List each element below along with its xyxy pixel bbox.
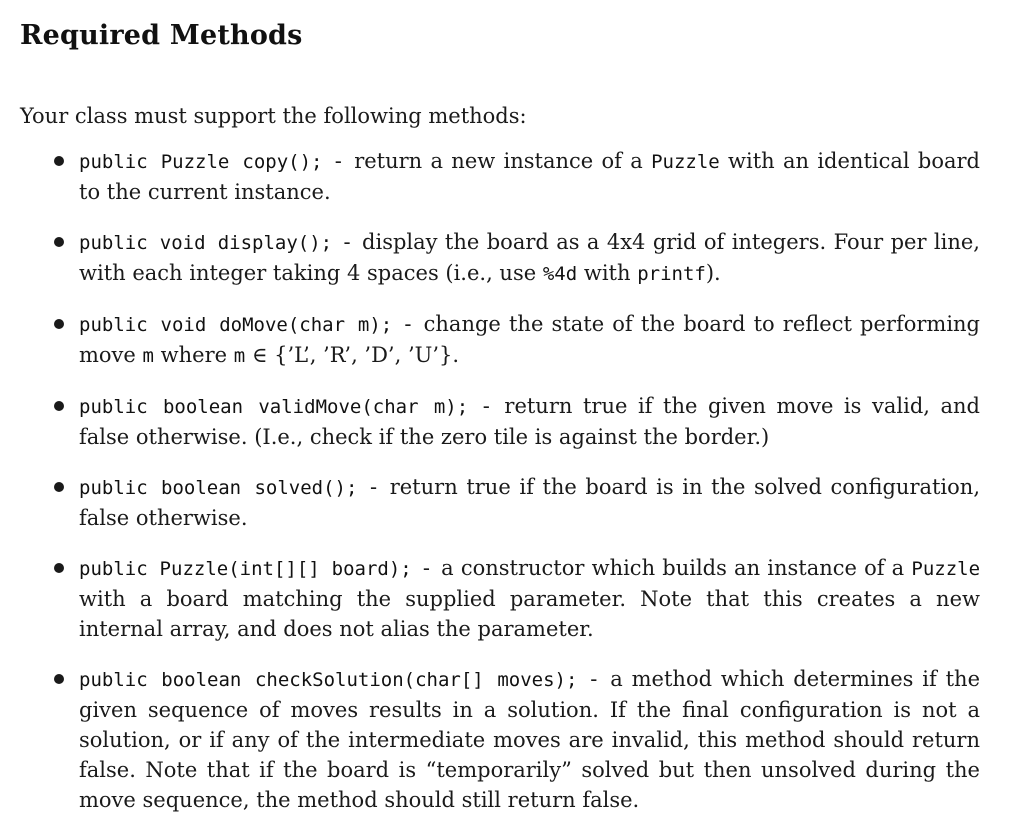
method-description-text: change the state of the board to reflect performing move (79, 312, 980, 367)
method-list-item (20, 391, 980, 452)
method-description-text: display the board as a 4x4 grid of integers. Four per line, with each integer taking 4 spaces (i.e., use (79, 230, 980, 285)
method-description-text: ∈ {’L’, ’R’, ’D’, ’U’}. (245, 343, 460, 367)
method-list-item (20, 227, 980, 289)
method-description-text: return true if the given move is valid, and false otherwise. (I.e., check if the zero tile is against the border.) (79, 394, 980, 449)
intro-paragraph: Your class must support the following methods: (20, 104, 527, 128)
bullet-icon (54, 482, 64, 492)
method-description-text: with a board matching the supplied parameter. Note that this creates a new internal array, and does not alias the parameter. (79, 587, 980, 641)
bullet-icon (54, 319, 64, 329)
method-list-item (20, 664, 980, 815)
section-heading: Required Methods (20, 20, 303, 51)
method-description-text: a method which determines if the given sequence of moves results in a solution. If the final configuration is not a solution, or if any of the intermediate moves are invalid, this method should return false. Note that if the board is “temporarily” solved but then unsolved during the move sequence, the method should still return false. (79, 667, 980, 812)
separator-dash: - (396, 312, 420, 336)
separator-dash: - (472, 394, 501, 418)
separator-dash: - (581, 667, 607, 691)
bullet-icon (54, 674, 64, 684)
method-description-text: return a new instance of a (354, 149, 652, 173)
separator-dash: - (326, 149, 351, 173)
bullet-icon (54, 156, 64, 166)
separator-dash: - (336, 230, 359, 254)
separator-dash: - (361, 475, 386, 499)
separator-dash: - (415, 556, 438, 580)
method-description-text: with an identical board to the current instance. (79, 149, 980, 204)
method-signature: public boolean validMove(char m); (79, 396, 469, 418)
bullet-icon (54, 563, 64, 573)
method-signature: public boolean checkSolution(char[] moves); (79, 669, 578, 691)
inline-code: m (142, 345, 154, 367)
method-list-item (20, 146, 980, 207)
method-signature: public void doMove(char m); (79, 314, 393, 336)
method-list-item (20, 472, 980, 533)
inline-code: printf (637, 263, 706, 285)
inline-code: %4d (542, 263, 578, 285)
method-list-item (20, 309, 980, 371)
method-signature: public void display(); (79, 232, 333, 254)
method-description-text: return true if the board is in the solved configuration, false otherwise. (79, 475, 980, 530)
bullet-icon (54, 401, 64, 411)
methods-list (20, 146, 980, 835)
inline-code: Puzzle (911, 558, 981, 580)
method-description-text: with (577, 261, 638, 285)
bullet-icon (54, 237, 64, 247)
inline-code: m (233, 345, 246, 367)
inline-code: Puzzle (651, 151, 720, 173)
method-list-item (20, 553, 980, 644)
method-signature: public boolean solved(); (79, 477, 358, 499)
method-description-text: a constructor which builds an instance of a (441, 556, 912, 580)
method-signature: public Puzzle copy(); (79, 151, 323, 173)
method-description-text: where (153, 343, 234, 367)
method-signature: public Puzzle(int[][] board); (79, 558, 412, 580)
method-description-text: ). (705, 261, 721, 285)
